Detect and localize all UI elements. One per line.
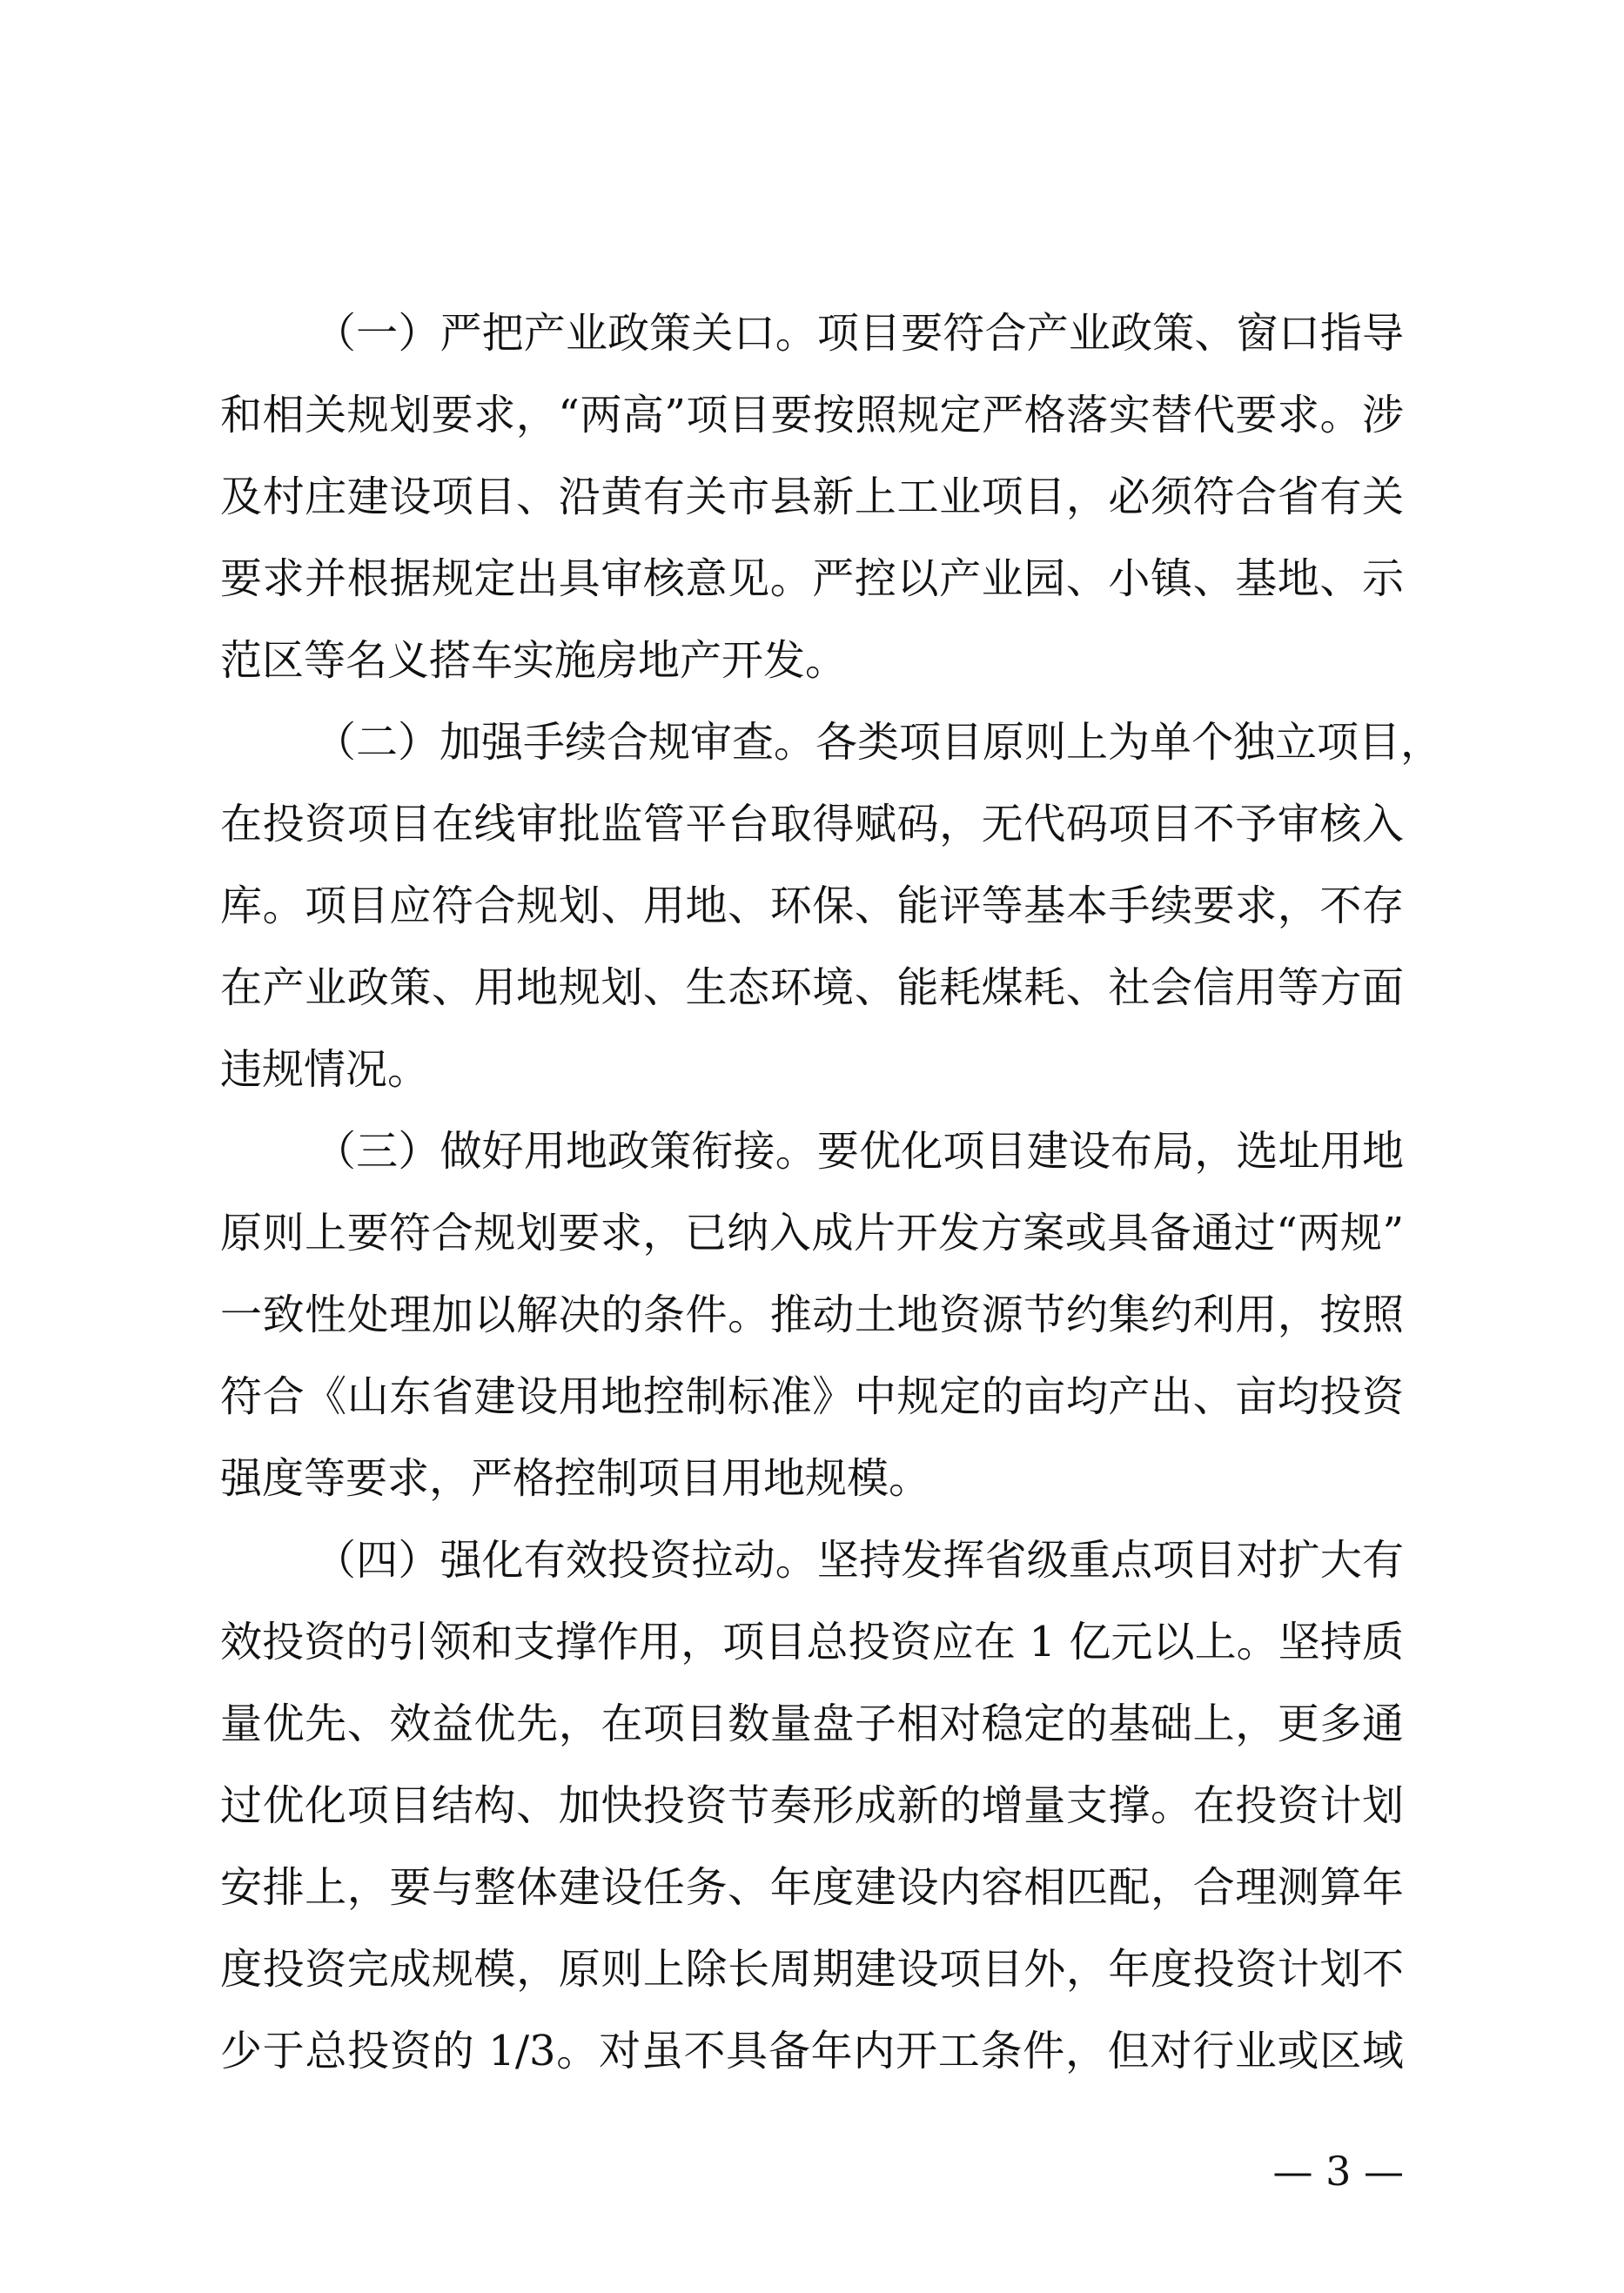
- paragraph-4: [220, 1519, 1404, 2092]
- paragraph-line: 符合《山东省建设用地控制标准》中规定的亩均产出、亩均投资: [220, 1372, 1404, 1421]
- paragraph-line: 库。项目应符合规划、用地、环保、能评等基本手续要求，不存: [220, 882, 1404, 930]
- paragraph-line: 范区等名义搭车实施房地产开发。: [220, 636, 848, 685]
- paragraph-line: 一致性处理加以解决的条件。推动土地资源节约集约利用，按照: [220, 1291, 1404, 1339]
- paragraph-line: 效投资的引领和支撑作用，项目总投资应在 1 亿元以上。坚持质: [220, 1618, 1404, 1666]
- paragraph-line: 量优先、效益优先，在项目数量盘子相对稳定的基础上，更多通: [220, 1700, 1404, 1748]
- paragraph-line: 安排上，要与整体建设任务、年度建设内容相匹配，合理测算年: [220, 1863, 1404, 1912]
- document-body: [220, 292, 1443, 2092]
- paragraph-line: 原则上要符合规划要求，已纳入成片开发方案或具备通过“两规”: [220, 1209, 1404, 1257]
- paragraph-3: [220, 1110, 1404, 1519]
- paragraph-line: 在产业政策、用地规划、生态环境、能耗煤耗、社会信用等方面: [220, 963, 1404, 1012]
- paragraph-line: 少于总投资的 1/3。对虽不具备年内开工条件，但对行业或区域: [220, 2027, 1404, 2075]
- paragraph-line: 要求并根据规定出具审核意见。严控以产业园、小镇、基地、示: [220, 554, 1404, 603]
- paragraph-1: [220, 292, 1404, 701]
- paragraph-line: 违规情况。: [220, 1045, 430, 1094]
- paragraph-line: 过优化项目结构、加快投资节奏形成新的增量支撑。在投资计划: [220, 1781, 1404, 1830]
- paragraph-line: （三）做好用地政策衔接。要优化项目建设布局，选址用地: [314, 1127, 1404, 1176]
- paragraph-line: （一）严把产业政策关口。项目要符合产业政策、窗口指导: [314, 309, 1404, 358]
- paragraph-line: 及村庄建设项目、沿黄有关市县新上工业项目，必须符合省有关: [220, 473, 1404, 521]
- paragraph-2: [220, 701, 1443, 1110]
- paragraph-line: 在投资项目在线审批监管平台取得赋码，无代码项目不予审核入: [220, 800, 1404, 848]
- paragraph-line: （四）强化有效投资拉动。坚持发挥省级重点项目对扩大有: [314, 1536, 1404, 1585]
- page-number: — 3 —: [1272, 2148, 1404, 2195]
- paragraph-line: 强度等要求，严格控制项目用地规模。: [220, 1454, 931, 1503]
- paragraph-line: 和相关规划要求，“两高”项目要按照规定严格落实替代要求。涉: [220, 391, 1404, 439]
- paragraph-line: （二）加强手续合规审查。各类项目原则上为单个独立项目，: [314, 718, 1443, 767]
- paragraph-line: 度投资完成规模，原则上除长周期建设项目外，年度投资计划不: [220, 1945, 1404, 1994]
